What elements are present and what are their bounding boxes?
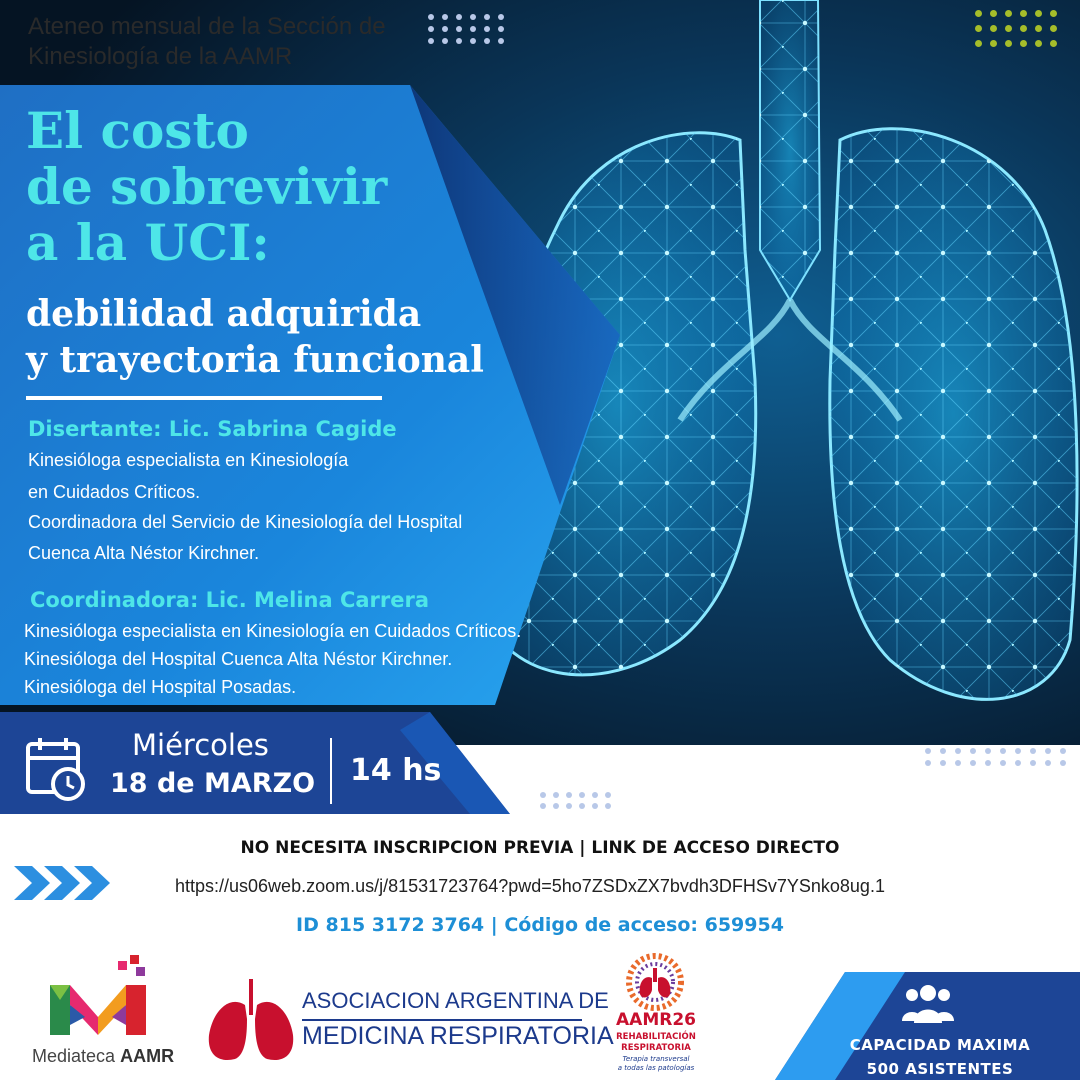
aamr26-tagline-1: Terapia transversal	[622, 1055, 690, 1063]
meeting-id: ID 815 3172 3764 | Código de acceso: 659954	[296, 914, 784, 936]
aamr26-title: AAMR26	[616, 1010, 696, 1030]
coordinator-bio-line: Kinesióloga especialista en Kinesiología en Cuidados Críticos.	[24, 621, 522, 641]
coordinator-bio-line: Kinesióloga del Hospital Posadas.	[24, 677, 297, 697]
dot-grid-top-right	[975, 10, 1057, 47]
event-time: 14 hs	[350, 753, 442, 788]
date-divider	[330, 738, 332, 804]
subtitle-line-1: debilidad adquirida	[26, 293, 422, 335]
aamr26-emblem	[620, 952, 690, 1012]
title-underline	[26, 396, 382, 400]
people-icon	[900, 985, 956, 1025]
zoom-link[interactable]: https://us06web.zoom.us/j/81531723764?pwd=5ho7ZSDxZX7bvdh3DFHSv7YSnko8ug.1	[175, 876, 885, 896]
speaker-bio-line: Cuenca Alta Néstor Kirchner.	[28, 543, 260, 563]
dot-grid-right	[925, 748, 1066, 766]
title-line-2: de sobrevivir	[26, 157, 388, 216]
event-date: 18 de MARZO	[110, 768, 316, 799]
aamr26-line-2: RESPIRATORIA	[621, 1043, 691, 1053]
mediateca-label: Mediateca AAMR	[32, 1046, 175, 1066]
title-line-1: El costo	[26, 101, 249, 160]
coordinator-bio-line: Kinesióloga del Hospital Cuenca Alta Néstor Kirchner.	[24, 649, 453, 669]
lungs-icon	[205, 975, 297, 1065]
aamr-name-line-1: ASOCIACION ARGENTINA DE	[302, 988, 609, 1013]
speaker-bio-line: Kinesióloga especialista en Kinesiología	[28, 450, 349, 470]
dot-grid-date	[540, 792, 611, 809]
title-line-3: a la UCI:	[26, 213, 270, 272]
dot-grid-top-center	[428, 14, 504, 44]
coordinator-heading: Coordinadora: Lic. Melina Carrera	[30, 588, 430, 612]
mediateca-logo	[40, 955, 155, 1035]
aamr-divider	[302, 1019, 582, 1021]
aamr26-line-1: REHABILITACIÓN	[616, 1032, 696, 1042]
header-line-2: Kinesiología de la AAMR	[28, 43, 293, 70]
header-line-1: Ateneo mensual de la Sección de	[28, 13, 386, 40]
aamr26-tagline-2: a todas las patologías	[617, 1064, 695, 1072]
header-title	[28, 12, 386, 72]
subtitle-line-2: y trayectoria funcional	[26, 339, 484, 381]
speaker-heading: Disertante: Lic. Sabrina Cagide	[28, 417, 397, 441]
calendar-clock-icon	[24, 734, 88, 802]
aamr-name-line-2: MEDICINA RESPIRATORIA	[302, 1022, 614, 1050]
speaker-bio-line: Coordinadora del Servicio de Kinesiología del Hospital	[28, 512, 463, 532]
event-weekday: Miércoles	[132, 728, 269, 762]
chevron-arrows-icon	[12, 858, 112, 908]
no-registration-notice: NO NECESITA INSCRIPCION PREVIA | LINK DE ACCESO DIRECTO	[240, 838, 840, 858]
capacity-value: 500 ASISTENTES	[866, 1060, 1014, 1078]
capacity-label: CAPACIDAD MAXIMA	[849, 1036, 1031, 1054]
speaker-bio-line: en Cuidados Críticos.	[28, 482, 201, 502]
